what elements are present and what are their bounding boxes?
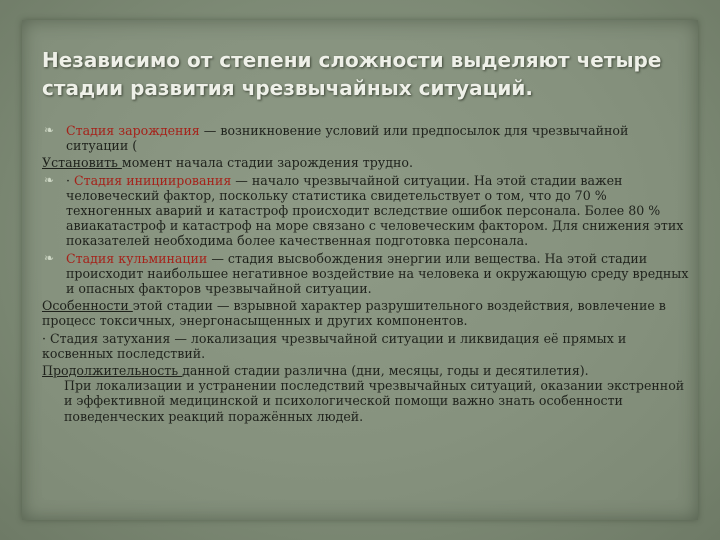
stage-culmination-label: Стадия кульминации bbox=[66, 250, 208, 266]
paragraph-initiation-origin bbox=[42, 123, 692, 153]
slide-body bbox=[42, 123, 692, 426]
stage-initiation-label: Стадия инициирования bbox=[74, 172, 232, 188]
stage-initiation-text: — начало чрезвычайной ситуации. На этой стадии важен человеческий фактор, поскольку статистика свидетельствует о том, что до 70 % техногенных аварий и катастроф происходит вследствие ошибок персонала. Более 80 % авиакатастроф и катастроф на море связано с человеческим фактором. Для снижения этих показателей необходима более качественная подготовка персонала. bbox=[66, 172, 684, 249]
slide-title: Независимо от степени сложности выделяют четыре стадии развития чрезвычайных ситуаций. bbox=[42, 48, 662, 100]
duration-text: данной стадии различна (дни, месяцы, годы и десятилетия). bbox=[182, 363, 589, 379]
slide bbox=[22, 20, 698, 520]
bullet-icon: ❧ bbox=[44, 123, 55, 137]
paragraph-duration bbox=[42, 363, 692, 424]
paragraph-culmination-features bbox=[42, 298, 692, 328]
duration-continuation: При локализации и устранении последствий чрезвычайных ситуаций, оказании экстренной и эффективной медицинской и психологической помощи важно знать особенности поведенческих реакций поражённых людей. bbox=[64, 378, 685, 424]
stage-attenuation-label: · Стадия затухания bbox=[42, 330, 171, 346]
duration-underlined: Продолжительность bbox=[42, 363, 183, 379]
stage-origin-label: Стадия зарождения bbox=[66, 123, 200, 138]
stage-origin-text: — возникновение условий или предпосылок для чрезвычайной ситуации ( bbox=[66, 123, 629, 154]
bullet-icon: ❧ bbox=[44, 250, 55, 265]
origin-note-underlined: Установить bbox=[42, 155, 122, 171]
initiation-lead: · bbox=[66, 172, 75, 188]
paragraph-attenuation bbox=[42, 331, 692, 361]
paragraph-initiation bbox=[42, 173, 692, 249]
bullet-icon: ❧ bbox=[44, 172, 55, 187]
stage-attenuation-text: — локализация чрезвычайной ситуации и ликвидация её прямых и косвенных последствий. bbox=[42, 330, 627, 361]
features-text: этой стадии — взрывной характер разрушительного воздействия, вовлечение в процесс токсичных, энергонасыщенных и других компонентов. bbox=[42, 298, 666, 329]
paragraph-origin-note bbox=[42, 155, 692, 170]
stage-culmination-text: — стадия высвобождения энергии или вещества. На этой стадии происходит наибольшее негативное воздействие на человека и окружающую среду вредных и опасных факторов чрезвычайной ситуации. bbox=[66, 250, 689, 297]
origin-note-text: момент начала стадии зарождения трудно. bbox=[121, 155, 413, 171]
features-underlined: Особенности bbox=[42, 298, 133, 314]
paragraph-culmination bbox=[42, 251, 692, 297]
